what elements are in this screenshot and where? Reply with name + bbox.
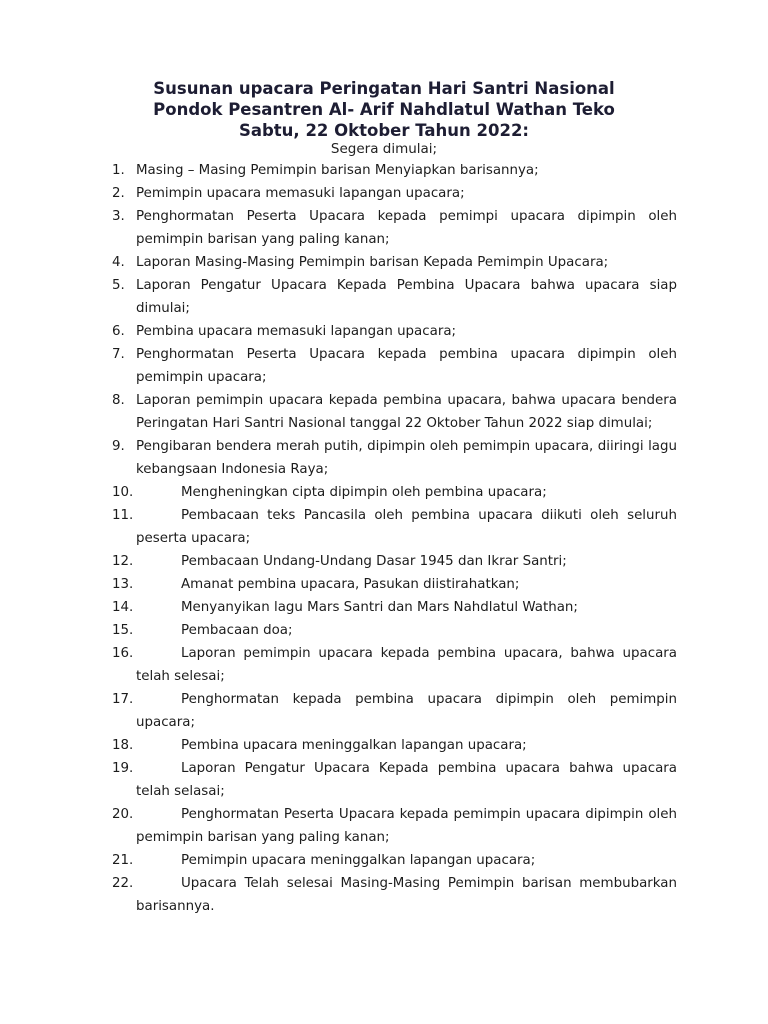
item-number: 22. <box>112 876 134 891</box>
item-text: Laporan pemimpin upacara kepada pembina upacara, bahwa upacara telah selesai; <box>136 646 677 684</box>
ceremony-list <box>112 159 677 918</box>
item-number: 6. <box>112 324 125 339</box>
title-block <box>0 78 768 158</box>
list-item-3 <box>112 205 677 251</box>
item-number: 18. <box>112 738 134 753</box>
item-number: 8. <box>112 393 125 408</box>
item-number: 13. <box>112 577 134 592</box>
item-number: 16. <box>112 646 134 661</box>
list-item-18 <box>112 734 677 757</box>
list-item-21 <box>112 849 677 872</box>
item-text: Amanat pembina upacara, Pasukan diistirahatkan; <box>181 577 520 592</box>
list-item-11 <box>112 504 677 550</box>
item-number: 1. <box>112 163 125 178</box>
item-text: Laporan Masing-Masing Pemimpin barisan Kepada Pemimpin Upacara; <box>136 255 609 270</box>
list-item-5 <box>112 274 677 320</box>
item-number: 3. <box>112 209 125 224</box>
item-text: Laporan Pengatur Upacara Kepada Pembina Upacara bahwa upacara siap dimulai; <box>136 278 677 316</box>
item-number: 10. <box>112 485 134 500</box>
list-item-22 <box>112 872 677 918</box>
item-text: Pengibaran bendera merah putih, dipimpin oleh pemimpin upacara, diiringi lagu kebangsaan Indonesia Raya; <box>136 439 677 477</box>
list-item-19 <box>112 757 677 803</box>
item-text: Pemimpin upacara memasuki lapangan upacara; <box>136 186 465 201</box>
list-item-9 <box>112 435 677 481</box>
item-text: Laporan pemimpin upacara kepada pembina upacara, bahwa upacara bendera Peringatan Hari Santri Nasional tanggal 22 Oktober Tahun 2022 siap dimulai; <box>136 393 677 431</box>
list-item-13 <box>112 573 677 596</box>
list-item-16 <box>112 642 677 688</box>
item-text: Laporan Pengatur Upacara Kepada pembina upacara bahwa upacara telah selasai; <box>136 761 677 799</box>
item-number: 11. <box>112 508 134 523</box>
list-item-6 <box>112 320 677 343</box>
item-text: Pemimpin upacara meninggalkan lapangan upacara; <box>181 853 536 868</box>
item-number: 2. <box>112 186 125 201</box>
item-text: Pembacaan teks Pancasila oleh pembina upacara diikuti oleh seluruh peserta upacara; <box>136 508 677 546</box>
list-item-7 <box>112 343 677 389</box>
list-item-15 <box>112 619 677 642</box>
list-item-1 <box>112 159 677 182</box>
item-text: Pembacaan Undang-Undang Dasar 1945 dan Ikrar Santri; <box>181 554 567 569</box>
item-number: 20. <box>112 807 134 822</box>
item-text: Mengheningkan cipta dipimpin oleh pembina upacara; <box>181 485 547 500</box>
list-item-12 <box>112 550 677 573</box>
list-item-2 <box>112 182 677 205</box>
item-text: Penghormatan Peserta Upacara kepada pemimpi upacara dipimpin oleh pemimpin barisan yang paling kanan; <box>136 209 677 247</box>
list-item-17 <box>112 688 677 734</box>
item-number: 14. <box>112 600 134 615</box>
title-line-3: Sabtu, 22 Oktober Tahun 2022: <box>238 121 530 140</box>
item-text: Pembina upacara meninggalkan lapangan upacara; <box>181 738 527 753</box>
item-text: Penghormatan Peserta Upacara kepada pemimpin upacara dipimpin oleh pemimpin barisan yang paling kanan; <box>136 807 677 845</box>
item-number: 21. <box>112 853 134 868</box>
list-item-14 <box>112 596 677 619</box>
item-number: 4. <box>112 255 125 270</box>
subtitle: Segera dimulai; <box>330 141 438 157</box>
item-number: 15. <box>112 623 134 638</box>
list-item-10 <box>112 481 677 504</box>
list-item-4 <box>112 251 677 274</box>
item-text: Menyanyikan lagu Mars Santri dan Mars Nahdlatul Wathan; <box>181 600 578 615</box>
item-text: Pembina upacara memasuki lapangan upacara; <box>136 324 457 339</box>
list-item-20 <box>112 803 677 849</box>
list-item-8 <box>112 389 677 435</box>
title-line-1: Susunan upacara Peringatan Hari Santri Nasional <box>153 79 615 98</box>
item-text: Upacara Telah selesai Masing-Masing Pemimpin barisan membubarkan barisannya. <box>136 876 677 914</box>
item-text: Pembacaan doa; <box>181 623 293 638</box>
item-number: 7. <box>112 347 125 362</box>
item-number: 5. <box>112 278 125 293</box>
item-text: Penghormatan kepada pembina upacara dipimpin oleh pemimpin upacara; <box>136 692 677 730</box>
title-line-2: Pondok Pesantren Al- Arif Nahdlatul Wathan Teko <box>153 100 615 119</box>
item-number: 9. <box>112 439 125 454</box>
item-text: Masing – Masing Pemimpin barisan Menyiapkan barisannya; <box>136 163 539 178</box>
item-text: Penghormatan Peserta Upacara kepada pembina upacara dipimpin oleh pemimpin upacara; <box>136 347 677 385</box>
item-number: 17. <box>112 692 134 707</box>
item-number: 12. <box>112 554 134 569</box>
item-number: 19. <box>112 761 134 776</box>
